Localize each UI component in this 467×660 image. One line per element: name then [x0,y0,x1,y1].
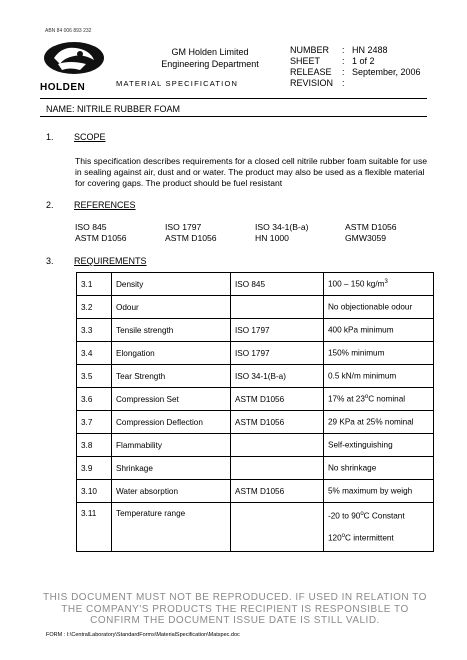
clause-number: 3.3 [77,319,112,342]
requirement-cell [324,411,434,434]
document-meta [290,45,421,89]
requirement-value: 400 kPa minimum [328,325,394,335]
property-cell: Tensile strength [112,319,231,342]
test-method-cell: ASTM D1056 [231,480,324,503]
clause-number: 3.11 [77,503,112,552]
clause-number: 3.9 [77,457,112,480]
test-method-cell [231,296,324,319]
name-divider [40,116,427,117]
table-row [77,457,434,480]
requirement-cell [324,480,434,503]
section-title: SCOPE [74,132,106,142]
property-cell: Flammability [112,434,231,457]
reproduction-warning [30,592,440,627]
table-row [77,319,434,342]
warning-line: THIS DOCUMENT MUST NOT BE REPRODUCED. IF USED IN RELATION TO [43,592,427,603]
warning-line: CONFIRM THE DOCUMENT ISSUE DATE IS STILL VALID. [90,615,380,626]
test-method-cell: ASTM D1056 [231,388,324,411]
meta-key: SHEET [290,56,321,66]
test-method-cell: ISO 1797 [231,319,324,342]
warning-line: THE COMPANY'S PRODUCTS THE RECIPIENT IS RESPONSIBLE TO [61,603,409,615]
requirement-cell [324,388,434,411]
scope-text: This specification describes requirements for a closed cell nitrile rubber foam suitable for use in sealing against air, dust and or water. The product may also be used as a flexible material for covering gaps. The product should be fuel resistant [75,156,428,188]
header-divider [40,98,427,99]
requirement-line [328,533,429,543]
company-name: GM Holden Limited [171,47,249,57]
property-cell: Elongation [112,342,231,365]
abn-number: ABN 84 006 893 232 [45,28,92,34]
requirement-tail: C Constant [363,512,405,521]
requirement-value: 17% at 23 [328,394,365,404]
meta-row-revision: REVISION : [290,78,345,88]
clause-number: 3.10 [77,480,112,503]
table-row [77,503,434,552]
reference-item: ISO 34-1(B-a) [255,222,309,232]
reference-item: HN 1000 [255,233,289,243]
requirement-value: -20 to 90 [328,512,361,521]
requirement-value: 120 [328,533,342,543]
test-method-cell: ASTM D1056 [231,411,324,434]
meta-key: RELEASE [290,67,332,77]
property-cell: Compression Deflection [112,411,231,434]
requirement-superscript: o [364,394,369,401]
meta-key: REVISION [290,78,334,88]
clause-number: 3.2 [77,296,112,319]
form-path: FORM : I:\CentralLaboratory\StandardForms\MaterialSpecification\Matspec.doc [46,632,240,638]
requirement-superscript: o [341,533,346,539]
requirement-value: 29 KPa at 25% nominal [328,417,414,427]
meta-value: HN 2488 [352,45,388,55]
requirement-value: 150% minimum [328,348,385,358]
department-name: Engineering Department [161,59,259,69]
requirement-cell [324,503,434,552]
meta-row-number: NUMBER : HN 2488 [290,45,388,55]
requirement-value: Self-extinguishing [328,440,393,450]
requirement-value: 100 – 150 kg/m [328,279,385,289]
requirement-value: No objectionable odour [328,302,413,312]
reference-item: ASTM D1056 [345,222,397,232]
requirements-table [76,272,434,552]
requirement-cell [324,296,434,319]
property-cell: Water absorption [112,480,231,503]
holden-wordmark: HOLDEN [40,82,86,93]
reference-item: ISO 1797 [165,222,202,232]
material-name: NAME: NITRILE RUBBER FOAM [46,104,181,114]
section-number: 2. [46,200,54,210]
clause-number: 3.4 [77,342,112,365]
test-method-cell [231,434,324,457]
clause-number: 3.8 [77,434,112,457]
test-method-cell: ISO 1797 [231,342,324,365]
table-row [77,411,434,434]
clause-number: 3.5 [77,365,112,388]
clause-number: 3.1 [77,273,112,296]
test-method-cell: ISO 34-1(B-a) [231,365,324,388]
meta-value: 1 of 2 [352,56,375,66]
test-method-cell [231,503,324,552]
requirement-superscript: o [360,511,364,518]
requirement-cell [324,457,434,480]
requirement-cell [324,365,434,388]
property-cell: Tear Strength [112,365,231,388]
table-row [77,480,434,503]
requirement-cell [324,273,434,296]
table-row [77,296,434,319]
requirement-cell [324,342,434,365]
table-row [77,388,434,411]
clause-number: 3.6 [77,388,112,411]
reference-item: ISO 845 [75,222,107,232]
section-title: REFERENCES [74,200,136,210]
document-type: MATERIAL SPECIFICATION [116,79,239,88]
requirement-superscript: 3 [384,279,388,286]
requirements-table-body [77,273,434,552]
table-row [77,365,434,388]
requirement-tail: C intermittent [345,533,394,543]
meta-value: September, 2006 [352,67,421,77]
table-row [77,434,434,457]
requirement-tail: C nominal [368,394,406,404]
test-method-cell [231,457,324,480]
table-row [77,273,434,296]
reference-item: GMW3059 [345,233,387,243]
requirement-value: 0.5 kN/m minimum [328,371,397,381]
requirement-cell [324,319,434,342]
test-method-cell: ISO 845 [231,273,324,296]
meta-key: NUMBER [290,45,330,55]
reference-item: ASTM D1056 [75,233,127,243]
requirement-value: No shrinkage [328,463,377,473]
property-cell: Odour [112,296,231,319]
reference-item: ASTM D1056 [165,233,217,243]
requirement-cell [324,434,434,457]
requirement-line [328,511,429,521]
requirement-value: 5% maximum by weigh [328,486,413,496]
section-number: 1. [46,132,54,142]
clause-number: 3.7 [77,411,112,434]
table-row [77,342,434,365]
meta-row-sheet: SHEET : 1 of 2 [290,56,375,66]
property-cell: Density [112,273,231,296]
property-cell: Shrinkage [112,457,231,480]
meta-row-release: RELEASE : September, 2006 [290,67,421,77]
section-title: REQUIREMENTS [74,256,147,266]
section-number: 3. [46,256,54,266]
property-cell: Temperature range [112,503,231,552]
company-block [150,46,270,70]
property-cell: Compression Set [112,388,231,411]
